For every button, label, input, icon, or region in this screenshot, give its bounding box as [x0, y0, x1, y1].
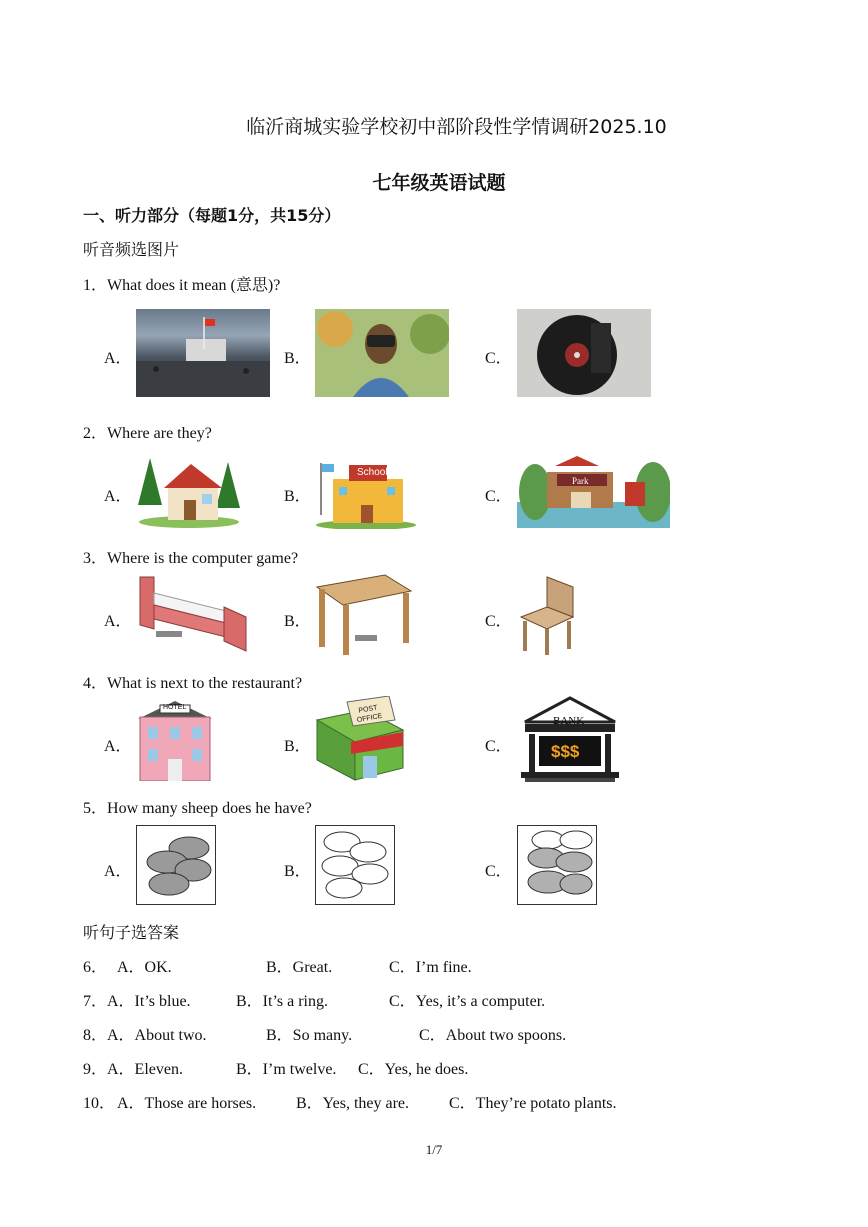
- bed-image: [136, 573, 248, 655]
- question-10-option-b: B．Yes, they are.: [296, 1095, 410, 1112]
- exam-header: 临沂商城实验学校初中部阶段性学情调研2025.10: [246, 116, 667, 138]
- question-8-option-a: A．About two.: [107, 1027, 207, 1044]
- page-number: 1/7: [425, 1142, 443, 1157]
- part2-heading: 听句子选答案: [83, 923, 180, 942]
- option-label-c: C．: [485, 613, 512, 630]
- question-6-number: 6．: [83, 959, 108, 976]
- question-6-option-b: B．Great.: [266, 959, 333, 976]
- option-label-a: A．: [104, 863, 132, 880]
- post-office-sign-text: POST OFFICE: [356, 704, 383, 725]
- vr-headset-girl-image: [315, 309, 449, 397]
- section-heading: 一、听力部分（每题1分，共15分）: [83, 206, 341, 225]
- desk-image: [315, 573, 413, 657]
- question-10-number: 10．: [83, 1095, 116, 1112]
- question-5: 5．How many sheep does he have?: [83, 800, 312, 817]
- option-label-b: B．: [284, 488, 311, 505]
- question-3: 3．Where is the computer game?: [83, 550, 299, 567]
- option-label-a: A．: [104, 738, 132, 755]
- option-label-b: B．: [284, 613, 311, 630]
- question-7-option-c: C．Yes, it’s a computer.: [389, 993, 546, 1010]
- question-6-option-c: C．I’m fine.: [389, 959, 472, 976]
- cd-disc-image: [517, 309, 651, 397]
- park-sign-text: Park: [572, 476, 589, 486]
- question-8-option-c: C．About two spoons.: [419, 1027, 567, 1044]
- question-7-number: 7．: [83, 993, 108, 1010]
- sheep-gray-image: [136, 825, 216, 905]
- school-sign-text: School: [357, 467, 388, 478]
- option-label-c: C．: [485, 863, 512, 880]
- option-label-b: B．: [284, 738, 311, 755]
- option-label-b: B．: [284, 350, 311, 367]
- question-8-number: 8．: [83, 1027, 108, 1044]
- house-image: [136, 450, 242, 528]
- flag-ceremony-image: [136, 309, 270, 397]
- question-10-option-c: C．They’re potato plants.: [449, 1095, 617, 1112]
- option-label-c: C．: [485, 350, 512, 367]
- option-label-c: C．: [485, 738, 512, 755]
- question-8-option-b: B．So many.: [266, 1027, 353, 1044]
- option-label-b: B．: [284, 863, 311, 880]
- question-10-option-a: A．Those are horses.: [117, 1095, 257, 1112]
- question-9-option-c: C．Yes, he does.: [358, 1061, 469, 1078]
- hotel-image: [136, 699, 214, 781]
- question-6-option-a: A．OK.: [117, 959, 172, 976]
- bank-money-symbols: $$$: [551, 742, 580, 761]
- hotel-sign-text: HOTEL: [163, 704, 187, 711]
- question-7-option-a: A．It’s blue.: [107, 993, 191, 1010]
- question-4: 4．What is next to the restaurant?: [83, 675, 303, 692]
- bank-image: [521, 696, 619, 782]
- sheep-white-image: [315, 825, 395, 905]
- park-gate-image: [517, 452, 670, 528]
- chair-image: [517, 573, 579, 657]
- question-2: 2．Where are they?: [83, 425, 212, 442]
- option-label-c: C．: [485, 488, 512, 505]
- question-9-number: 9．: [83, 1061, 108, 1078]
- bank-sign-text: BANK: [553, 715, 585, 727]
- exam-title: 七年级英语试题: [372, 172, 506, 194]
- sheep-mixed-image: [517, 825, 597, 905]
- part1-heading: 听音频选图片: [83, 240, 180, 259]
- option-label-a: A．: [104, 350, 132, 367]
- question-9-option-b: B．I’m twelve.: [236, 1061, 337, 1078]
- option-label-a: A．: [104, 613, 132, 630]
- option-label-a: A．: [104, 488, 132, 505]
- question-7-option-b: B．It’s a ring.: [236, 993, 328, 1010]
- question-1: 1．What does it mean (意思)?: [83, 277, 281, 294]
- question-9-option-a: A．Eleven.: [107, 1061, 183, 1078]
